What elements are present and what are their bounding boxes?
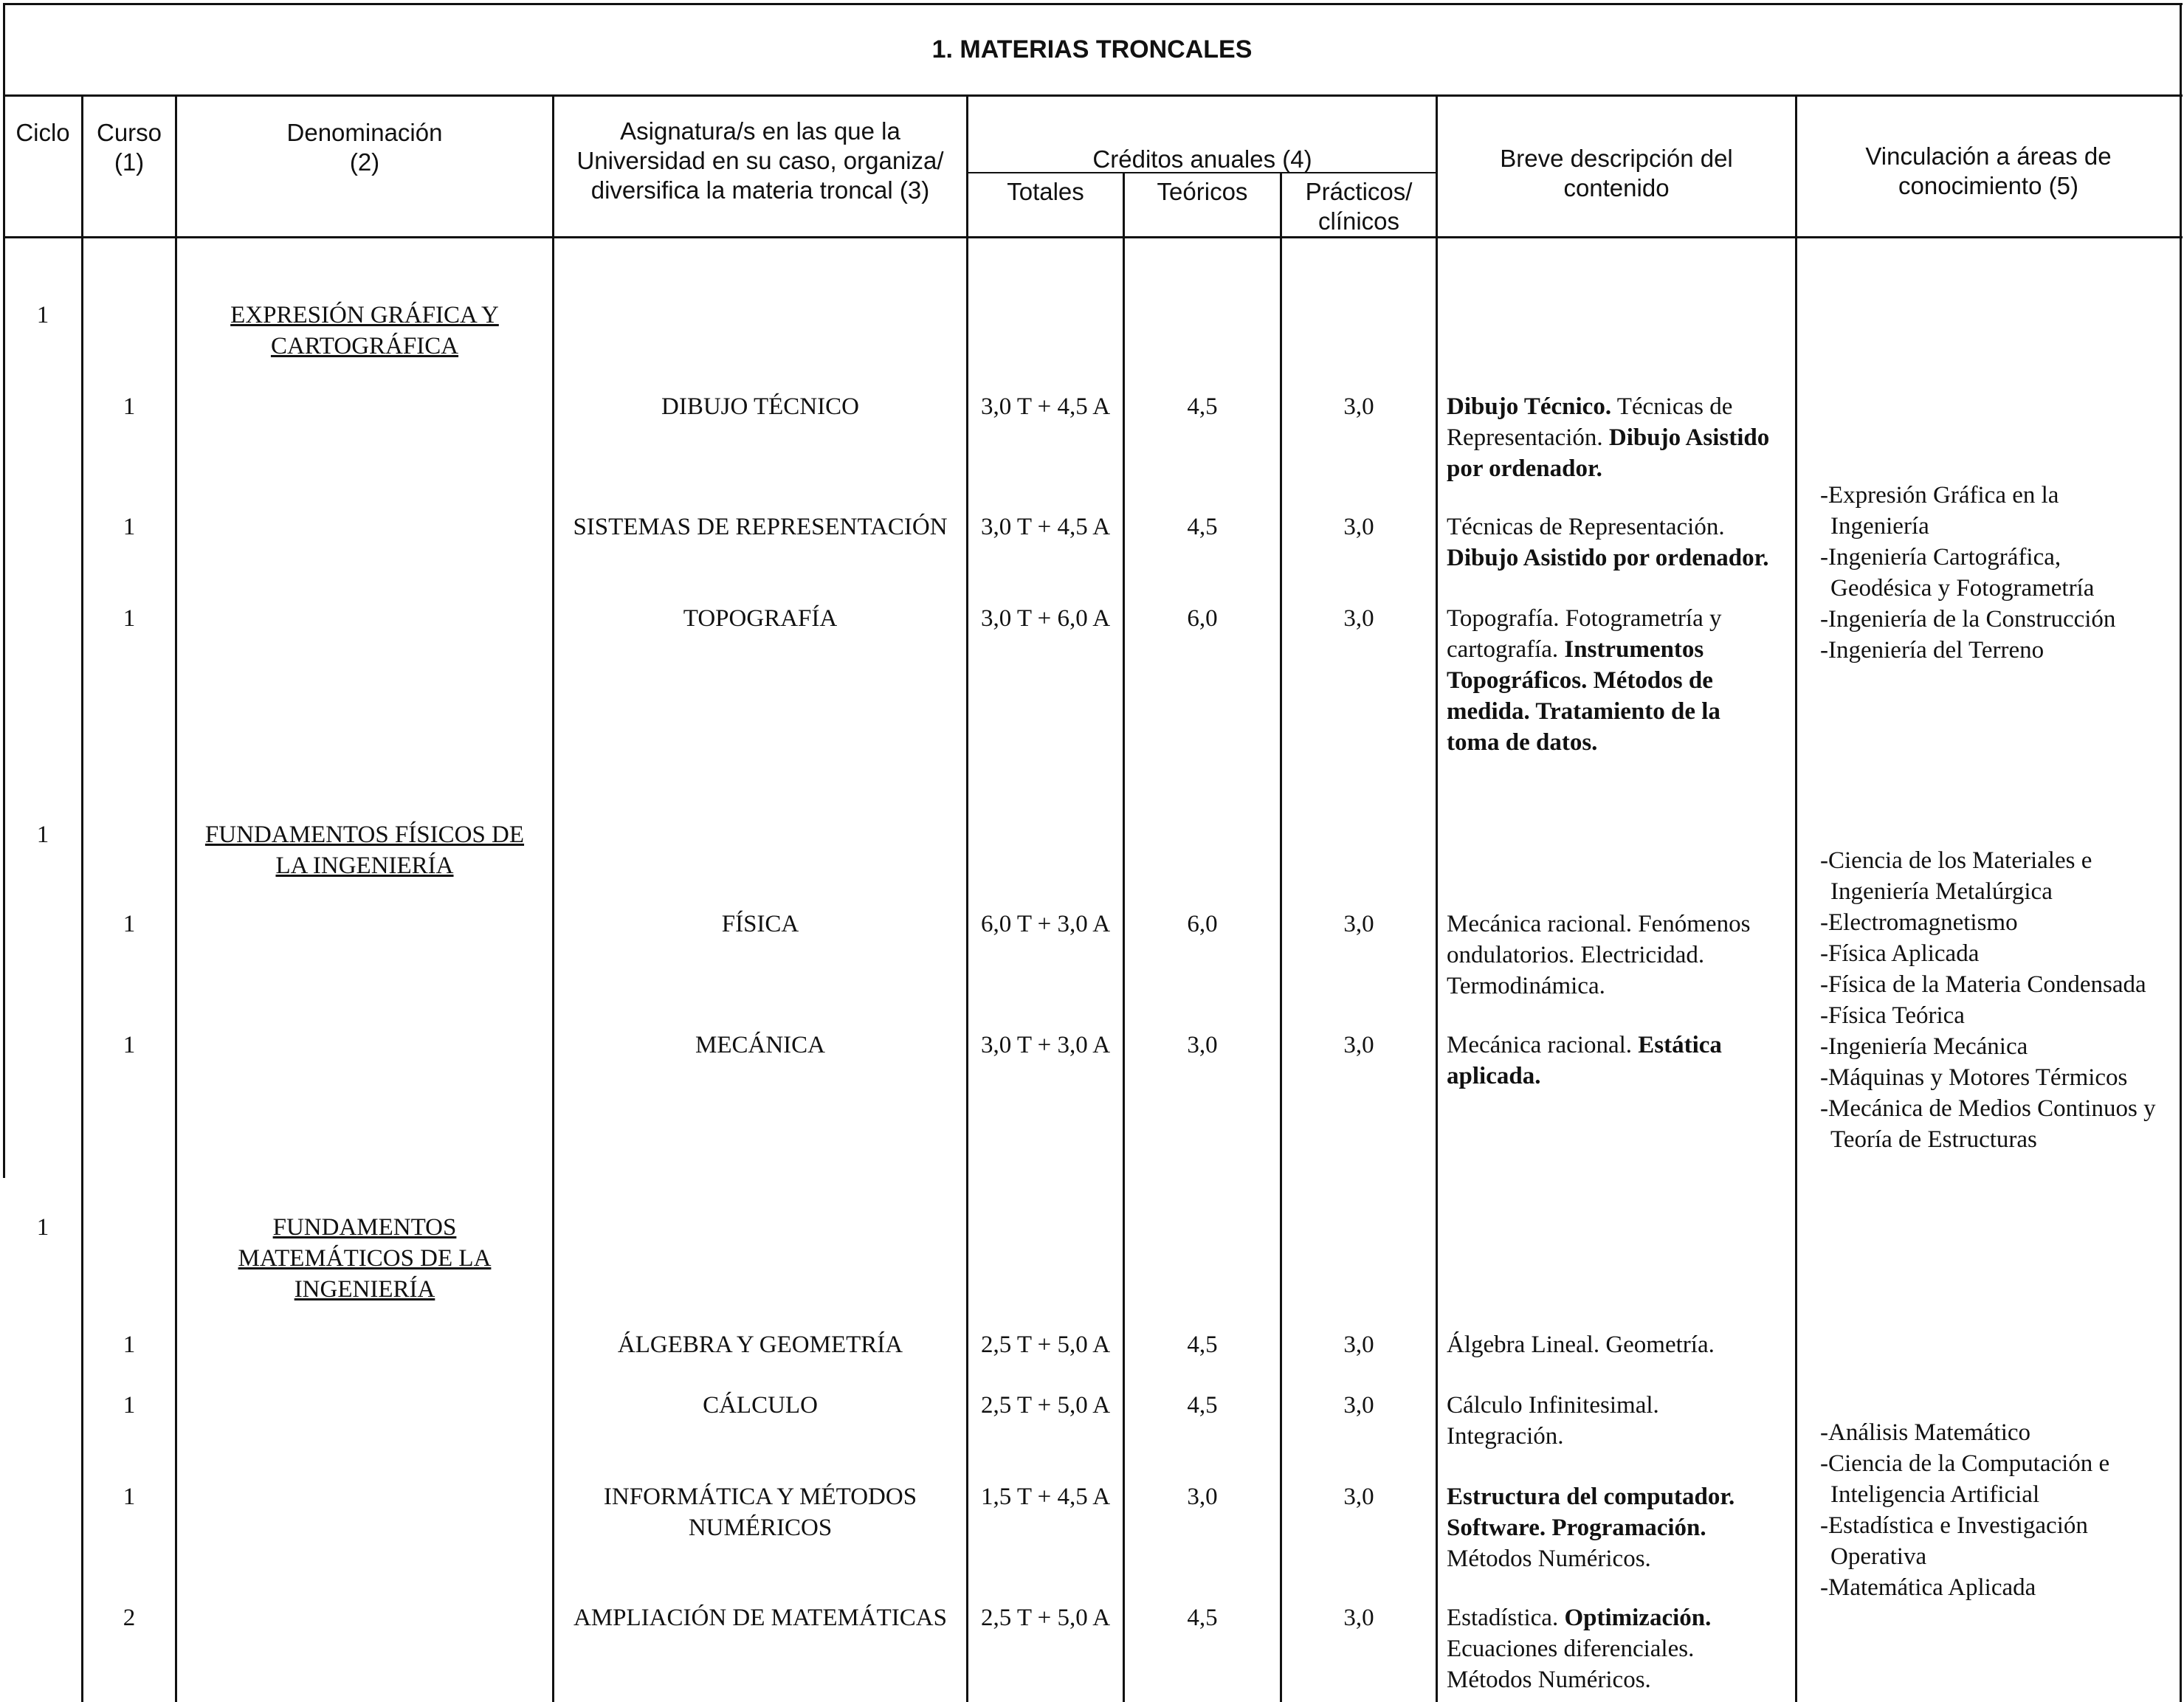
header-creditos-text: Créditos anuales (4) [1092, 145, 1312, 173]
descripcion-bold-run: Optimización. [1564, 1605, 1712, 1631]
title-bottom-border [3, 94, 2183, 97]
descripcion-line [1447, 940, 1794, 971]
descripcion-run: Técnicas de Representación. [1447, 514, 1725, 540]
header-practicos [1282, 177, 1436, 236]
header-totales [968, 177, 1123, 207]
row-asignatura: CÁLCULO [703, 1392, 818, 1419]
row-asignatura-line: INFORMÁTICA Y MÉTODOS [603, 1484, 917, 1510]
descripcion-line [1447, 1030, 1794, 1061]
group-areas [1820, 845, 2179, 1155]
descripcion-bold-run: aplicada. [1447, 1063, 1541, 1089]
row-totales: 3,0 T + 4,5 A [980, 514, 1111, 540]
header-descripcion-line2: contenido [1563, 174, 1670, 201]
row-totales: 3,0 T + 4,5 A [980, 393, 1111, 420]
descripcion-run: Métodos Numéricos. [1447, 1546, 1651, 1572]
descripcion-line [1447, 453, 1794, 484]
area-line: Teoría de Estructuras [1830, 1126, 2037, 1153]
row-practicos: 3,0 [1343, 911, 1374, 937]
col-sep-denominacion [552, 96, 554, 1702]
col-sep-descripcion [1795, 96, 1797, 1702]
descripcion-run: Métodos Numéricos. [1447, 1667, 1651, 1693]
col-sep-ciclo [81, 96, 83, 1702]
header-denominacion-line1: Denominación [286, 119, 443, 146]
header-curso [83, 118, 175, 177]
descripcion-bold-run: Estática [1638, 1032, 1722, 1058]
area-line: -Ciencia de los Materiales e [1820, 847, 2092, 874]
descripcion-run: Topografía. Fotogrametría y [1447, 605, 1722, 632]
area-line: -Ingeniería del Terreno [1820, 637, 2045, 664]
area-line: -Expresión Gráfica en la [1820, 482, 2059, 509]
row-teoricos: 4,5 [1187, 514, 1218, 540]
header-vinculacion-line2: conocimiento (5) [1898, 172, 2078, 199]
row-descripcion [1447, 1030, 1794, 1092]
descripcion-run: Cálculo Infinitesimal. [1447, 1392, 1659, 1419]
group-denominacion-line: EXPRESIÓN GRÁFICA Y [230, 302, 499, 328]
area-line: -Ingeniería de la Construcción [1820, 606, 2116, 633]
descripcion-bold-run: Dibujo Asistido [1608, 424, 1770, 451]
row-curso: 1 [123, 605, 136, 632]
descripcion-bold-run: Dibujo Asistido por ordenador. [1447, 545, 1769, 571]
row-curso: 1 [123, 514, 136, 540]
row-curso: 1 [123, 1484, 136, 1510]
row-descripcion [1447, 391, 1794, 484]
area-line: Inteligencia Artificial [1830, 1481, 2040, 1508]
row-totales: 6,0 T + 3,0 A [980, 911, 1111, 937]
row-totales: 2,5 T + 5,0 A [980, 1605, 1111, 1631]
descripcion-run: Mecánica racional. [1447, 1032, 1639, 1058]
descripcion-run: ondulatorios. Electricidad. [1447, 942, 1705, 968]
row-practicos: 3,0 [1343, 1484, 1374, 1510]
area-line: Operativa [1830, 1543, 1927, 1570]
group-ciclo: 1 [36, 821, 49, 848]
right-border [2180, 3, 2182, 1702]
descripcion-line [1447, 665, 1794, 696]
row-teoricos: 3,0 [1187, 1032, 1218, 1058]
group-denominacion-line: FUNDAMENTOS FÍSICOS DE [204, 821, 525, 848]
row-curso: 1 [123, 911, 136, 937]
row-practicos: 3,0 [1343, 1605, 1374, 1631]
descripcion-run: Álgebra Lineal. Geometría. [1447, 1331, 1715, 1358]
group-denominacion [177, 819, 552, 881]
descripcion-line [1447, 542, 1794, 573]
row-practicos: 3,0 [1343, 393, 1374, 420]
row-asignatura [554, 1481, 966, 1543]
row-teoricos: 4,5 [1187, 1392, 1218, 1419]
row-descripcion [1447, 511, 1794, 573]
descripcion-line [1447, 1329, 1794, 1360]
descripcion-line [1447, 1664, 1794, 1695]
row-descripcion [1447, 1481, 1794, 1574]
area-line: -Física Aplicada [1820, 940, 1980, 967]
row-teoricos: 6,0 [1187, 911, 1218, 937]
row-totales: 2,5 T + 5,0 A [980, 1392, 1111, 1419]
descripcion-bold-run: medida. Tratamiento de la [1447, 698, 1720, 725]
left-border [3, 3, 5, 1178]
row-curso: 1 [123, 393, 136, 420]
descripcion-run: cartografía. [1447, 636, 1565, 663]
area-line: -Ciencia de la Computación e [1820, 1450, 2110, 1477]
descripcion-line [1447, 909, 1794, 940]
descripcion-run: Representación. [1447, 424, 1609, 451]
area-line: -Mecánica de Medios Continuos y [1820, 1095, 2156, 1122]
descripcion-line [1447, 1061, 1794, 1092]
header-vinculacion [1797, 142, 2180, 201]
area-line: Geodésica y Fotogrametría [1830, 575, 2095, 602]
descripcion-line [1447, 696, 1794, 727]
area-line: -Ingeniería Mecánica [1820, 1033, 2028, 1060]
area-line: -Estadística e Investigación [1820, 1512, 2088, 1539]
descripcion-run: Integración. [1447, 1423, 1564, 1450]
descripcion-run: Mecánica racional. Fenómenos [1447, 911, 1751, 937]
group-ciclo: 1 [36, 302, 49, 328]
descripcion-bold-run: Instrumentos [1564, 636, 1704, 663]
group-denominacion-line: LA INGENIERÍA [275, 852, 454, 879]
group-denominacion-line: MATEMÁTICOS DE LA [238, 1245, 492, 1272]
descripcion-bold-run: Estructura del computador. [1447, 1484, 1735, 1510]
descripcion-line [1447, 1543, 1794, 1574]
descripcion-run: Estadística. [1447, 1605, 1565, 1631]
descripcion-line [1447, 634, 1794, 665]
header-curso-line2: (1) [114, 148, 145, 176]
row-teoricos: 4,5 [1187, 393, 1218, 420]
descripcion-run: Ecuaciones diferenciales. [1447, 1636, 1695, 1662]
area-line: -Física de la Materia Condensada [1820, 971, 2146, 998]
descripcion-run: Técnicas de [1611, 393, 1733, 420]
group-denominacion-line: INGENIERÍA [294, 1276, 435, 1303]
header-totales-text: Totales [1007, 178, 1084, 205]
row-curso: 2 [123, 1605, 136, 1631]
row-teoricos: 4,5 [1187, 1605, 1218, 1631]
area-line: -Ingeniería Cartográfica, [1820, 544, 2061, 571]
row-descripcion [1447, 1390, 1794, 1452]
descripcion-line [1447, 511, 1794, 542]
header-asignatura-line1: Asignatura/s en las que la [620, 117, 900, 145]
row-practicos: 3,0 [1343, 1331, 1374, 1358]
header-asignatura-line2: Universidad en su caso, organiza/ [576, 147, 944, 174]
col-sep-practicos [1436, 96, 1438, 1702]
group-ciclo: 1 [36, 1214, 49, 1241]
group-areas [1820, 480, 2179, 666]
row-totales: 3,0 T + 6,0 A [980, 605, 1111, 632]
area-line: -Matemática Aplicada [1820, 1574, 2036, 1601]
group-areas [1820, 1417, 2179, 1603]
row-totales: 1,5 T + 4,5 A [980, 1484, 1111, 1510]
header-denominacion-line2: (2) [349, 148, 380, 176]
group-denominacion-line: FUNDAMENTOS [272, 1214, 457, 1241]
row-practicos: 3,0 [1343, 1032, 1374, 1058]
header-descripcion [1438, 144, 1795, 203]
descripcion-line [1447, 1481, 1794, 1512]
descripcion-line [1447, 1633, 1794, 1664]
row-totales: 3,0 T + 3,0 A [980, 1032, 1111, 1058]
area-line: Ingeniería Metalúrgica [1830, 878, 2053, 905]
row-descripcion [1447, 603, 1794, 758]
header-bottom-border [3, 236, 2183, 238]
descripcion-line [1447, 391, 1794, 422]
descripcion-line [1447, 603, 1794, 634]
row-descripcion [1447, 909, 1794, 1002]
group-denominacion-line: CARTOGRÁFICA [270, 333, 459, 359]
row-teoricos: 6,0 [1187, 605, 1218, 632]
table-top-border [3, 3, 2183, 5]
descripcion-line [1447, 1512, 1794, 1543]
header-teoricos [1125, 177, 1280, 207]
table-title: 1. MATERIAS TRONCALES [931, 35, 1253, 63]
row-practicos: 3,0 [1343, 605, 1374, 632]
row-asignatura: AMPLIACIÓN DE MATEMÁTICAS [573, 1605, 947, 1631]
row-descripcion [1447, 1329, 1794, 1360]
group-denominacion [177, 300, 552, 362]
row-asignatura: TOPOGRAFÍA [683, 605, 838, 632]
descripcion-line [1447, 1421, 1794, 1452]
row-asignatura-line: NUMÉRICOS [688, 1515, 833, 1541]
area-line: -Máquinas y Motores Térmicos [1820, 1064, 2128, 1091]
area-line: -Análisis Matemático [1820, 1419, 2031, 1446]
row-asignatura: DIBUJO TÉCNICO [661, 393, 859, 420]
descripcion-line [1447, 1602, 1794, 1633]
row-curso: 1 [123, 1331, 136, 1358]
header-vinculacion-line1: Vinculación a áreas de [1865, 142, 2112, 170]
row-curso: 1 [123, 1032, 136, 1058]
row-practicos: 3,0 [1343, 514, 1374, 540]
header-asignatura [554, 117, 966, 205]
header-practicos-line2: clínicos [1317, 207, 1400, 235]
row-practicos: 3,0 [1343, 1392, 1374, 1419]
descripcion-line [1447, 727, 1794, 758]
row-asignatura: SISTEMAS DE REPRESENTACIÓN [573, 514, 948, 540]
header-curso-line1: Curso [96, 119, 162, 146]
row-teoricos: 4,5 [1187, 1331, 1218, 1358]
row-asignatura: FÍSICA [721, 911, 799, 937]
row-teoricos: 3,0 [1187, 1484, 1218, 1510]
descripcion-bold-run: Dibujo Técnico. [1447, 393, 1612, 420]
header-teoricos-text: Teóricos [1157, 178, 1248, 205]
row-totales: 2,5 T + 5,0 A [980, 1331, 1111, 1358]
header-asignatura-line3: diversifica la materia troncal (3) [590, 176, 930, 204]
header-ciclo-text: Ciclo [15, 119, 70, 146]
descripcion-bold-run: por ordenador. [1447, 455, 1602, 482]
header-denominacion [177, 118, 552, 177]
header-practicos-line1: Prácticos/ [1305, 178, 1413, 205]
row-descripcion [1447, 1602, 1794, 1695]
area-line: -Electromagnetismo [1820, 909, 2018, 936]
row-curso: 1 [123, 1392, 136, 1419]
group-denominacion [177, 1212, 552, 1305]
header-descripcion-line1: Breve descripción del [1500, 145, 1733, 172]
area-line: -Física Teórica [1820, 1002, 1965, 1029]
header-ciclo [4, 118, 81, 148]
descripcion-line [1447, 971, 1794, 1002]
descripcion-bold-run: Topográficos. Métodos de [1447, 667, 1713, 694]
row-asignatura: MECÁNICA [695, 1032, 825, 1058]
descripcion-line [1447, 1390, 1794, 1421]
area-line: Ingeniería [1830, 513, 1929, 540]
descripcion-bold-run: Software. Programación. [1447, 1515, 1706, 1541]
descripcion-bold-run: toma de datos. [1447, 729, 1598, 756]
descripcion-run: Termodinámica. [1447, 973, 1605, 999]
descripcion-line [1447, 422, 1794, 453]
row-asignatura: ÁLGEBRA Y GEOMETRÍA [617, 1331, 903, 1358]
header-creditos [968, 145, 1436, 174]
col-sep-asignatura [966, 96, 968, 1702]
